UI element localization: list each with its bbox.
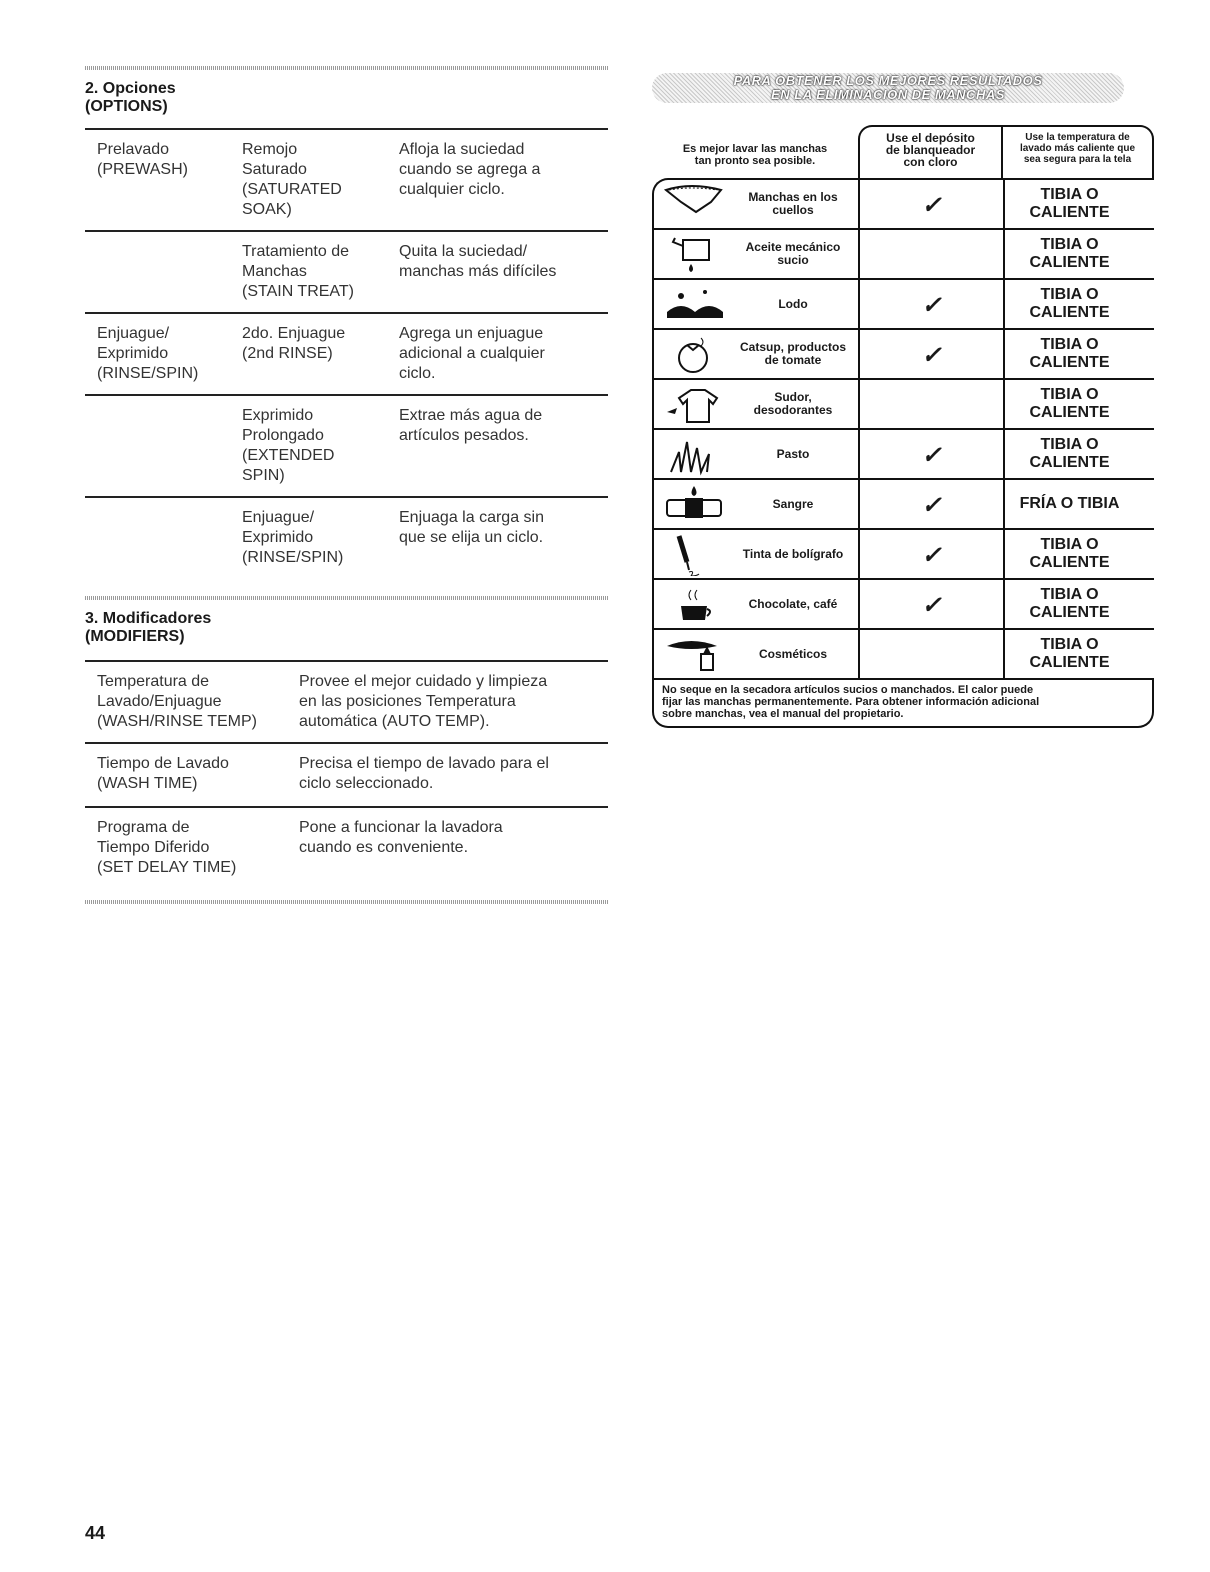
- banner-line-2: EN LA ELIMINACIÓN DE MANCHAS: [771, 87, 1005, 102]
- cell-line: Prolongado: [242, 427, 324, 444]
- cell-line: artículos pesados.: [399, 427, 529, 444]
- modifiers-cell: [299, 672, 608, 742]
- lipstick-icon: [654, 632, 734, 676]
- stain-cell: [654, 580, 860, 628]
- cell-line: cualquier ciclo.: [399, 181, 505, 198]
- stain-label-line: Lodo: [778, 296, 808, 311]
- temperature-line: TIBIA O: [1040, 636, 1099, 653]
- header-text: de blanqueador: [885, 143, 976, 157]
- header-text: sea segura para la tela: [1023, 154, 1132, 165]
- stain-label-line: Manchas en los: [748, 190, 838, 204]
- stain-banner: [652, 73, 1124, 103]
- temperature-line: CALIENTE: [1029, 604, 1110, 621]
- tomato-icon: [654, 332, 734, 376]
- cell-line: (RINSE/SPIN): [97, 365, 199, 382]
- cell-line: Tiempo Diferido: [97, 839, 210, 856]
- options-cell: [85, 242, 242, 312]
- modifiers-cell: [299, 818, 608, 890]
- options-cell: [242, 508, 399, 578]
- stain-cell: [654, 430, 860, 478]
- temperature-line: TIBIA O: [1040, 536, 1099, 553]
- temperature-cell: [1005, 330, 1154, 378]
- stain-label: [734, 191, 858, 217]
- header-wash-soon: [652, 125, 858, 178]
- stain-label: [734, 241, 858, 267]
- cell-line: SPIN): [242, 467, 285, 484]
- cell-line: (EXTENDED: [242, 447, 335, 464]
- temperature-cell: [1005, 530, 1154, 578]
- note-line: sobre manchas, vea el manual del propietario.: [662, 708, 904, 720]
- stain-row: [654, 630, 1154, 678]
- options-cell: [85, 508, 242, 578]
- options-cell: [399, 324, 608, 394]
- modifiers-table: [85, 660, 608, 890]
- cell-line: Enjuaga la carga sin: [399, 509, 544, 526]
- cell-line: (PREWASH): [97, 161, 188, 178]
- bleach-check: ✓: [860, 430, 1005, 478]
- stain-row: [654, 230, 1154, 280]
- temperature-line: CALIENTE: [1029, 404, 1110, 421]
- cell-line: manchas más difíciles: [399, 263, 557, 280]
- bleach-check: ✓: [860, 480, 1005, 528]
- temperature-cell: [1005, 280, 1154, 328]
- bleach-check: ✓: [860, 330, 1005, 378]
- cell-line: 2do. Enjuague: [242, 325, 346, 342]
- cell-line: Tratamiento de: [242, 243, 350, 260]
- stain-row: [654, 430, 1154, 480]
- temperature-line: CALIENTE: [1029, 254, 1110, 271]
- stain-cell: [654, 530, 860, 578]
- cell-line: Provee el mejor cuidado y limpieza: [299, 673, 548, 690]
- banner-line-1: PARA OBTENER LOS MEJORES RESULTADOS: [733, 73, 1043, 88]
- bandage-icon: [654, 482, 734, 526]
- stain-label: [734, 598, 858, 611]
- temperature-line: FRÍA O TIBIA: [1019, 495, 1120, 512]
- mud-icon: [654, 282, 734, 326]
- modifiers-subtitle: (MODIFIERS): [85, 628, 185, 645]
- pen-icon: [654, 532, 734, 576]
- stain-label-line: sucio: [777, 253, 809, 267]
- options-cell: [85, 406, 242, 496]
- dotted-divider: [85, 596, 608, 600]
- stain-label: [734, 498, 858, 511]
- left-column: [85, 66, 608, 904]
- bleach-check: ✓: [860, 280, 1005, 328]
- stain-row: [654, 280, 1154, 330]
- cell-line: (RINSE/SPIN): [242, 549, 344, 566]
- options-cell: [242, 242, 399, 312]
- bleach-check: [860, 230, 1005, 278]
- options-cell: [242, 324, 399, 394]
- stain-label-line: cuellos: [772, 203, 814, 217]
- cell-line: Saturado: [242, 161, 307, 178]
- oil-can-icon: [654, 232, 734, 276]
- modifiers-title: 3. Modificadores: [85, 610, 212, 627]
- temperature-line: TIBIA O: [1040, 586, 1099, 603]
- cell-line: Afloja la suciedad: [399, 141, 525, 158]
- temperature-line: CALIENTE: [1029, 654, 1110, 671]
- options-cell: [242, 406, 399, 496]
- cell-line: (2nd RINSE): [242, 345, 333, 362]
- temperature-line: CALIENTE: [1029, 304, 1110, 321]
- header-text: Es mejor lavar las manchas: [682, 143, 828, 155]
- modifiers-cell: [85, 818, 299, 890]
- bleach-check: [860, 630, 1005, 678]
- stain-row: [654, 530, 1154, 580]
- temperature-line: CALIENTE: [1029, 554, 1110, 571]
- stain-label: [734, 298, 858, 311]
- cell-line: (WASH/RINSE TEMP): [97, 713, 258, 730]
- page-number: 44: [85, 1523, 106, 1543]
- options-subtitle: (OPTIONS): [85, 98, 168, 115]
- stain-cell: [654, 230, 860, 278]
- stain-cell: [654, 180, 860, 228]
- cell-line: automática (AUTO TEMP).: [299, 713, 490, 730]
- stain-label: [734, 648, 858, 661]
- header-temperature: [1003, 125, 1154, 178]
- temperature-line: TIBIA O: [1040, 336, 1099, 353]
- cell-line: cuando es conveniente.: [299, 839, 469, 856]
- cell-line: adicional a cualquier: [399, 345, 545, 362]
- cell-line: Manchas: [242, 263, 307, 280]
- cell-line: Enjuague/: [242, 509, 315, 526]
- modifiers-section-title: [85, 600, 608, 660]
- options-row: [85, 396, 608, 496]
- options-row: [85, 498, 608, 578]
- temperature-cell: [1005, 580, 1154, 628]
- cell-line: SOAK): [242, 201, 292, 218]
- stain-label-line: Sangre: [772, 496, 814, 511]
- stain-label-line: Chocolate, café: [748, 596, 838, 611]
- modifiers-cell: [85, 754, 299, 806]
- cell-line: Pone a funcionar la lavadora: [299, 819, 503, 836]
- temperature-cell: [1005, 230, 1154, 278]
- temperature-line: CALIENTE: [1029, 354, 1110, 371]
- header-bleach: [858, 125, 1003, 178]
- cell-line: que se elija un ciclo.: [399, 529, 544, 546]
- cell-line: Exprimido: [242, 407, 314, 424]
- modifiers-cell: [85, 672, 299, 742]
- options-row: [85, 232, 608, 312]
- header-text: con cloro: [903, 155, 958, 169]
- temperature-line: TIBIA O: [1040, 436, 1099, 453]
- options-section-title: [85, 70, 608, 128]
- options-cell: [242, 140, 399, 230]
- options-cell: [399, 242, 608, 312]
- stain-table: [652, 178, 1154, 680]
- modifiers-row: [85, 662, 608, 742]
- modifiers-cell: [299, 754, 608, 806]
- cell-line: Remojo: [242, 141, 298, 158]
- options-title: 2. Opciones: [85, 80, 176, 97]
- options-cell: [399, 406, 608, 496]
- temperature-cell: [1005, 480, 1154, 528]
- stain-row: [654, 180, 1154, 230]
- note-line: No seque en la secadora artículos sucios o manchados. El calor puede: [662, 684, 1034, 696]
- temperature-line: TIBIA O: [1040, 386, 1099, 403]
- cell-line: cuando se agrega a: [399, 161, 541, 178]
- note-line: fijar las manchas permanentemente. Para obtener información adicional: [662, 696, 1040, 708]
- bleach-check: ✓: [860, 180, 1005, 228]
- cell-line: Prelavado: [97, 141, 170, 158]
- shirt-spray-icon: [654, 382, 734, 426]
- stain-label-line: Sudor,: [774, 390, 812, 404]
- temperature-line: TIBIA O: [1040, 236, 1099, 253]
- cell-line: Precisa el tiempo de lavado para el: [299, 755, 549, 772]
- cell-line: en las posiciones Temperatura: [299, 693, 516, 710]
- temperature-cell: [1005, 180, 1154, 228]
- header-text: lavado más caliente que: [1019, 143, 1136, 154]
- modifiers-row: [85, 808, 608, 890]
- stain-label: [734, 548, 858, 561]
- stain-row: [654, 330, 1154, 380]
- stain-label-line: Cosméticos: [758, 646, 828, 661]
- temperature-line: CALIENTE: [1029, 454, 1110, 471]
- cell-line: (SATURATED: [242, 181, 342, 198]
- cell-line: Enjuague/: [97, 325, 170, 342]
- stain-label-line: Tinta de bolígrafo: [742, 546, 844, 561]
- cell-line: Quita la suciedad/: [399, 243, 528, 260]
- header-text: tan pronto sea posible.: [694, 155, 816, 167]
- collar-icon: [654, 182, 734, 226]
- cell-line: ciclo.: [399, 365, 436, 382]
- temperature-line: TIBIA O: [1040, 186, 1099, 203]
- stain-label-line: de tomate: [764, 353, 822, 367]
- stain-cell: [654, 380, 860, 428]
- cell-line: Exprimido: [97, 345, 169, 362]
- temperature-line: TIBIA O: [1040, 286, 1099, 303]
- header-text: Use la temperatura de: [1025, 132, 1130, 143]
- options-cell: [85, 324, 242, 394]
- modifiers-row: [85, 744, 608, 806]
- stain-label: [734, 391, 858, 417]
- bleach-check: ✓: [860, 530, 1005, 578]
- cell-line: (STAIN TREAT): [242, 283, 354, 300]
- options-table: [85, 128, 608, 578]
- cell-line: Temperatura de: [97, 673, 210, 690]
- stain-label: [734, 448, 858, 461]
- temperature-cell: [1005, 430, 1154, 478]
- stain-cell: [654, 330, 860, 378]
- options-row: [85, 130, 608, 230]
- stain-removal-panel: [652, 125, 1154, 728]
- stain-cell: [654, 480, 860, 528]
- dotted-divider: [85, 66, 608, 70]
- dryer-note: [652, 680, 1154, 728]
- bleach-check: ✓: [860, 580, 1005, 628]
- stain-label-line: Aceite mecánico: [745, 240, 841, 254]
- grass-icon: [654, 432, 734, 476]
- stain-cell: [654, 630, 860, 678]
- header-text: Use el depósito: [886, 131, 975, 145]
- stain-label: [734, 341, 858, 367]
- options-cell: [399, 508, 608, 578]
- stain-row: [654, 580, 1154, 630]
- stain-label-line: Pasto: [776, 446, 810, 461]
- stain-label-line: Catsup, productos: [739, 340, 846, 354]
- stain-row: [654, 480, 1154, 530]
- cup-icon: [654, 582, 734, 626]
- stain-table-header: [652, 125, 1154, 178]
- cell-line: Agrega un enjuague: [399, 325, 544, 342]
- stain-row: [654, 380, 1154, 430]
- temperature-cell: [1005, 630, 1154, 678]
- cell-line: Programa de: [97, 819, 190, 836]
- options-row: [85, 314, 608, 394]
- temperature-cell: [1005, 380, 1154, 428]
- cell-line: Exprimido: [242, 529, 314, 546]
- cell-line: Lavado/Enjuague: [97, 693, 222, 710]
- bleach-check: [860, 380, 1005, 428]
- cell-line: ciclo seleccionado.: [299, 775, 434, 792]
- options-cell: [399, 140, 608, 230]
- options-cell: [85, 140, 242, 230]
- cell-line: (SET DELAY TIME): [97, 859, 237, 876]
- cell-line: Tiempo de Lavado: [97, 755, 229, 772]
- stain-label-line: desodorantes: [753, 403, 833, 417]
- cell-line: (WASH TIME): [97, 775, 198, 792]
- cell-line: Extrae más agua de: [399, 407, 543, 424]
- temperature-line: CALIENTE: [1029, 204, 1110, 221]
- stain-cell: [654, 280, 860, 328]
- dotted-divider: [85, 900, 608, 904]
